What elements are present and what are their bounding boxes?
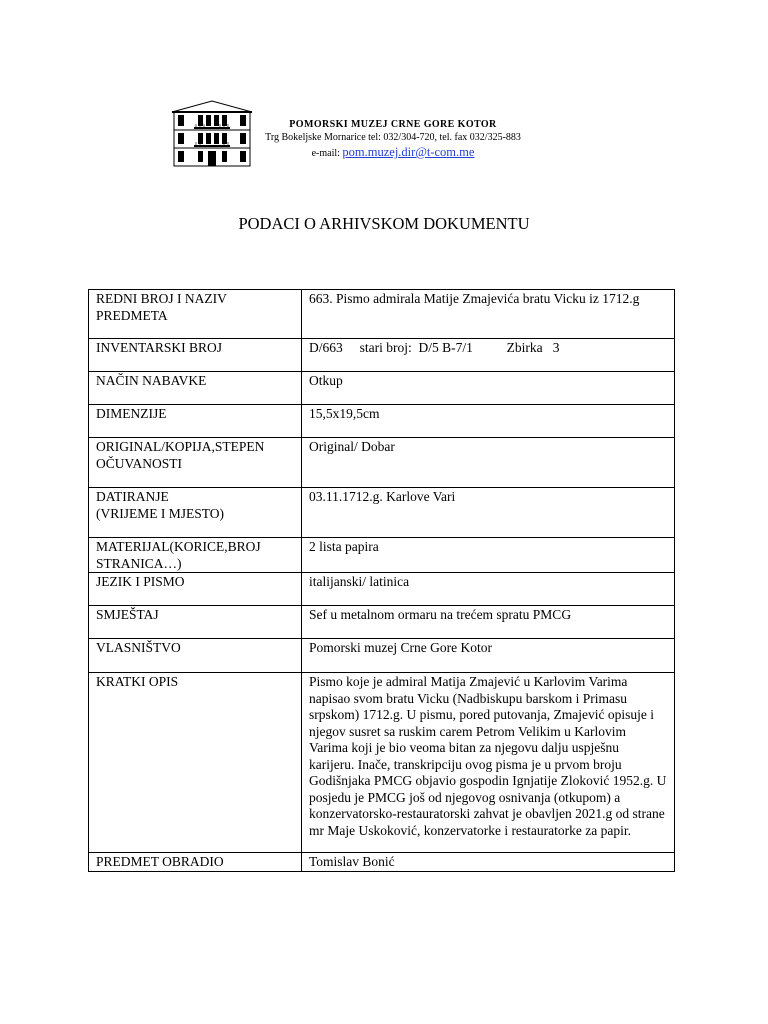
row-value: Pomorski muzej Crne Gore Kotor xyxy=(302,639,675,673)
table-row xyxy=(89,339,675,372)
row-label: MATERIJAL(KORICE,BROJ STRANICA…) xyxy=(89,538,302,573)
table-row xyxy=(89,853,675,872)
table-row xyxy=(89,538,675,573)
row-label: SMJEŠTAJ xyxy=(89,606,302,639)
row-value: 2 lista papira xyxy=(302,538,675,573)
row-value: D/663 stari broj: D/5 B-7/1 Zbirka 3 xyxy=(302,339,675,372)
row-label: VLASNIŠTVO xyxy=(89,639,302,673)
table-row xyxy=(89,573,675,606)
row-value: Tomislav Bonić xyxy=(302,853,675,872)
museum-building-logo xyxy=(170,100,254,168)
row-value: Original/ Dobar xyxy=(302,438,675,488)
row-label: NAČIN NABAVKE xyxy=(89,372,302,405)
table-row xyxy=(89,405,675,438)
table-row xyxy=(89,673,675,853)
row-value: Sef u metalnom ormaru na trećem spratu PMCG xyxy=(302,606,675,639)
table-row xyxy=(89,639,675,673)
museum-address: Trg Bokeljske Mornarice tel: 032/304-720, tel. fax 032/325-883 xyxy=(265,132,521,143)
row-label: JEZIK I PISMO xyxy=(89,573,302,606)
row-label: DIMENZIJE xyxy=(89,405,302,438)
row-value: Otkup xyxy=(302,372,675,405)
table-row xyxy=(89,438,675,488)
row-label: KRATKI OPIS xyxy=(89,673,302,853)
museum-name: POMORSKI MUZEJ CRNE GORE KOTOR xyxy=(289,119,497,130)
row-value: 03.11.1712.g. Karlove Vari xyxy=(302,488,675,538)
table-row xyxy=(89,488,675,538)
document-title: PODACI O ARHIVSKOM DOKUMENTU xyxy=(238,214,530,233)
row-label: INVENTARSKI BROJ xyxy=(89,339,302,372)
table-row xyxy=(89,606,675,639)
row-label: ORIGINAL/KOPIJA,STEPEN OČUVANOSTI xyxy=(89,438,302,488)
row-value: 15,5x19,5cm xyxy=(302,405,675,438)
row-value: italijanski/ latinica xyxy=(302,573,675,606)
email-row xyxy=(258,145,528,161)
row-label: REDNI BROJ I NAZIV PREDMETA xyxy=(89,290,302,339)
email-link[interactable]: pom.muzej.dir@t-com.me xyxy=(342,145,475,159)
row-label: PREDMET OBRADIO xyxy=(89,853,302,872)
row-label: DATIRANJE (VRIJEME I MJESTO) xyxy=(89,488,302,538)
letterhead xyxy=(258,118,528,161)
row-value: 663. Pismo admirala Matije Zmajevića bratu Vicku iz 1712.g xyxy=(302,290,675,339)
archive-document-table xyxy=(88,289,675,872)
email-label: e-mail: xyxy=(311,148,340,159)
table-row xyxy=(89,372,675,405)
table-row xyxy=(89,290,675,339)
row-value: Pismo koje je admiral Matija Zmajević u Karlovim Varima napisao svom bratu Vicku (Nadbiskupu barskom i Primasu srpskom) 1712.g. U pismu, pored putovanja, Zmajević opisuje i njegov susret sa ruskim carem Petrom Velikim u Karlovim Varima koji je bio veoma bitan za njegovu dalju uspješnu karijeru. Inače, transkripciju ovog pisma je u prvom broju Godišnjaka PMCG objavio gospodin Ignjatije Zloković 1952.g. U posjedu je PMCG još od njegovog osnivanja (otkupom) a konzervatorsko-restauratorski zahvat je obavljen 2021.g od strane mr Maje Uskoković, konzervatorke i restauratorke za papir. xyxy=(302,673,675,853)
